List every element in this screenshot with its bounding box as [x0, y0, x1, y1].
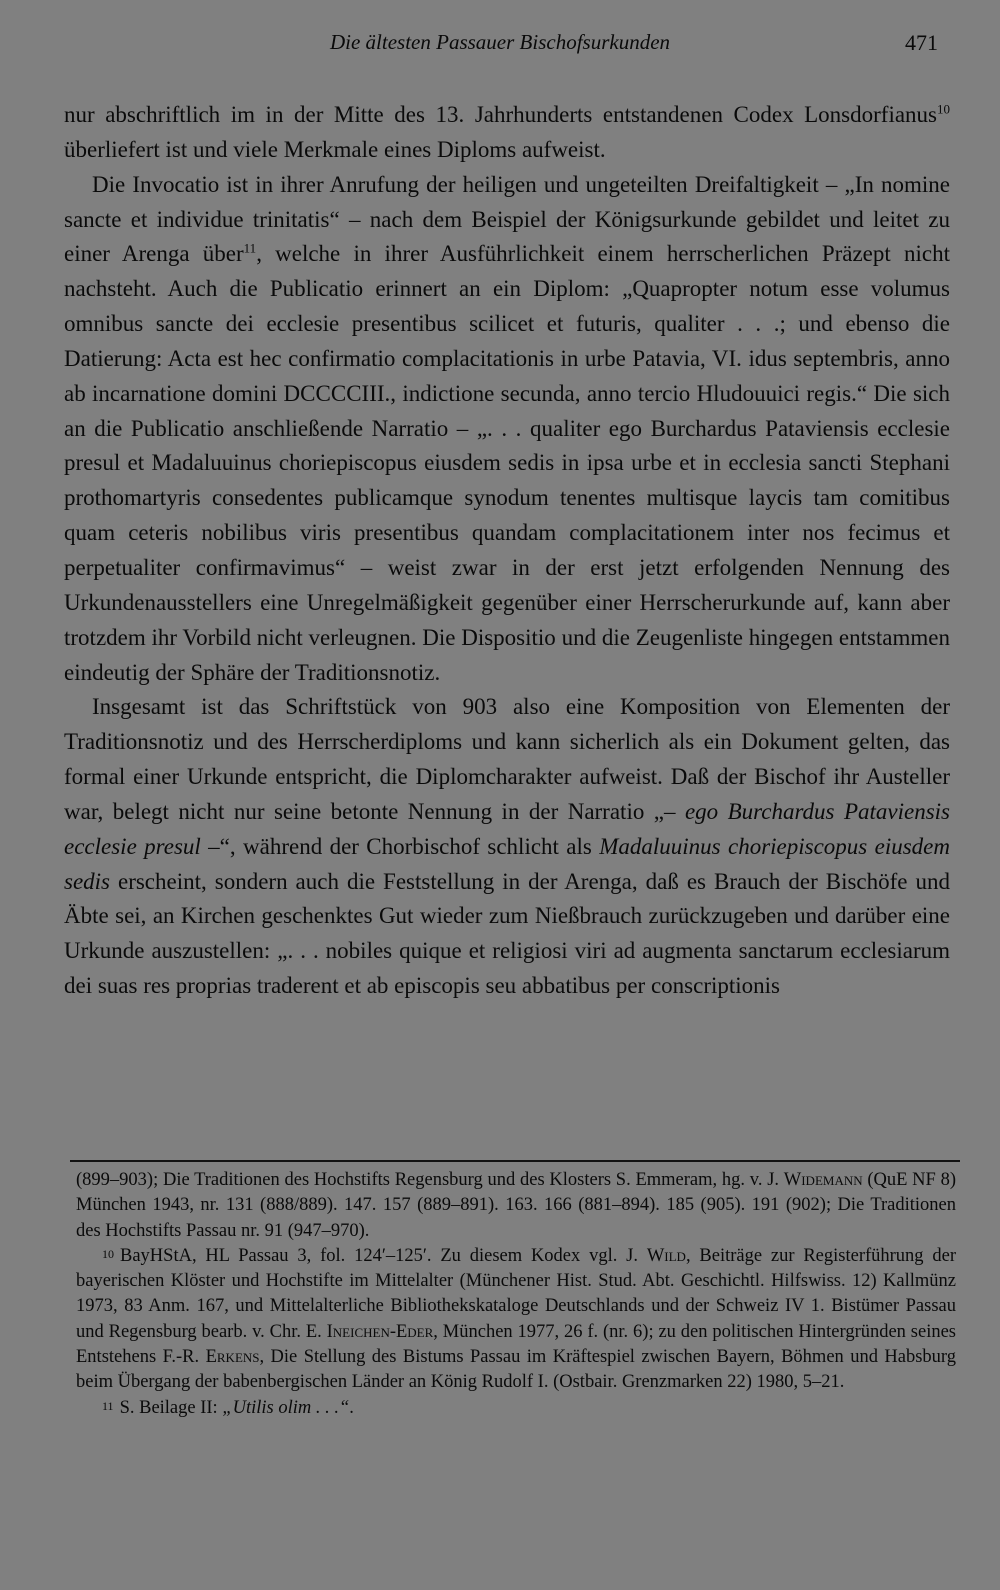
latin-quote: „Utilis olim . . .“: [222, 1397, 350, 1418]
footnote-reference[interactable]: 10: [937, 101, 950, 117]
paragraph-text: , welche in ihrer Ausführlichkeit einem herrscherlichen Präzept nicht nachsteht. Auch die Publicatio erinnert an ein Diplom: „Quapropter notum esse volumus omnibus sancte dei ecclesie presentibus scilicet et futuris, qualiter . . .; und ebenso die Datierung: Acta est hec confirmatio complacitationis in urbe Patavia, VI. idus septembris, anno ab incarnatione domini DCCCCIII., indictione secunda, anno tercio Hludouuici regis.“ Die sich an die Publicatio anschließende Narratio – „. . . qualiter ego Burchardus Pataviensis ecclesie presul et Madaluuinus choriepiscopus eiusdem sedis in ipsa urbe et in ecclesia sancti Stephani prothomartyris consedentes publicamque synodum tenentes multisque laycis tam comitibus quam ceteris nobilibus viris presentibus quandam complacitationem inter nos fecimus et perpetualiter confirmavimus“ – weist zwar in der erst jetzt erfolgenden Nennung des Urkundenausstellers eine Unregelmäßigkeit gegenüber einer Herrscherurkunde auf, kann aber trotzdem ihr Vorbild nicht verleugnen. Die Dispositio und die Zeugenliste hingegen entstammen eindeutig der Sphäre der Traditionsnotiz.: [64, 241, 950, 685]
paragraph-text: Die Invocatio ist in ihrer Anrufung der heiligen und ungeteilten Dreifaltigkeit – „In nomine sancte et individue trinitatis“ – nach dem Beispiel der Königsurkunde gebildet und leitet zu einer Arenga über: [64, 171, 950, 267]
paragraph-text: nur abschriftlich im in der Mitte des 13. Jahrhunderts entstandenen Codex Lonsdorfianus: [64, 102, 937, 127]
paragraph-1: [64, 98, 950, 168]
running-title: Die ältesten Passauer Bischofsurkunden: [329, 30, 671, 54]
footnote-continuation: [76, 1168, 956, 1244]
author-name: Wild: [646, 1245, 686, 1266]
latin-quote: ego Burchardus Pataviensis ecclesie presul: [64, 798, 950, 859]
footnote-number: 10: [102, 1246, 114, 1261]
main-text: [64, 98, 950, 1004]
paragraph-text: erscheint, sondern auch die Feststellung in der Arenga, daß es Brauch der Bischöfe und Äbte sei, an Kirchen geschenktes Gut wieder zum Nießbrauch zurückzugeben und darüber eine Urkunde auszustellen: „. . . nobiles quique et religiosi viri ad augmenta sanctarum ecclesiarum dei suas res proprias traderent et ab episcopis seu abbatibus per conscriptionis: [64, 868, 950, 999]
footnote-text: (QuE NF 8) München 1943, nr. 131 (888/889). 147. 157 (889–891). 163. 166 (881–894). 185 (905). 191 (902); Die Traditionen des Hochstifts Passau nr. 91 (947–970).: [76, 1170, 956, 1241]
page-number: 471: [905, 30, 938, 55]
footnote-text: S. Beilage II:: [119, 1397, 223, 1418]
paragraph-text: –“, während der Chorbischof schlicht als: [200, 833, 600, 859]
footnotes: [76, 1168, 956, 1421]
author-name: Erkens: [205, 1347, 260, 1368]
paragraph-2: [64, 168, 950, 691]
author-name: Widemann: [783, 1170, 863, 1190]
footnote-number: 11: [102, 1398, 114, 1413]
footnote-11: [76, 1396, 956, 1421]
paragraph-text: überliefert ist und viele Merkmale eines Diploms aufweist.: [64, 136, 606, 162]
latin-quote: Madaluuinus choriepiscopus eiusdem sedis: [64, 833, 950, 894]
footnote-divider: [70, 1160, 960, 1162]
footnote-text: (899–903); Die Traditionen des Hochstifts Regensburg und des Klosters S. Emmeram, hg. v. J.: [76, 1170, 784, 1190]
footnote-text: .: [349, 1397, 354, 1418]
footnote-reference[interactable]: 11: [243, 240, 257, 256]
author-name: Ineichen-Eder: [326, 1321, 434, 1342]
footnote-text: , Beiträge zur Registerführung der bayerischen Klöster und Hochstifte im Mittelalter (Münchener Hist. Stud. Abt. Geschichtl. Hilfswiss. 12) Kallmünz 1973, 83 Anm. 167, und Mittelalterliche Bibliothekskataloge Deutschlands und der Schweiz IV 1. Bistümer Passau und Regensburg bearb. v. Chr. E.: [76, 1245, 956, 1342]
footnote-text: , Die Stellung des Bistums Passau im Kräftespiel zwischen Bayern, Böhmen und Habsburg beim Übergang der babenbergischen Länder an König Rudolf I. (Ostbair. Grenzmarken 22) 1980, 5–21.: [76, 1347, 956, 1393]
paragraph-3: [64, 690, 950, 1004]
footnote-10: [76, 1244, 956, 1396]
footnote-text: BayHStA, HL Passau 3, fol. 124′–125′. Zu diesem Kodex vgl. J.: [120, 1245, 647, 1266]
footnote-text: , München 1977, 26 f. (nr. 6); zu den politischen Hintergründen seines Entstehens F.-R.: [76, 1321, 957, 1368]
paragraph-text: Insgesamt ist das Schriftstück von 903 also eine Komposition von Elementen der Traditionsnotiz und des Herrscherdiploms und kann sicherlich als ein Dokument gelten, das formal einer Urkunde entspricht, die Diplomcharakter aufweist. Daß der Bischof ihr Austeller war, belegt nicht nur seine betonte Nennung in der Narratio „–: [64, 694, 950, 824]
